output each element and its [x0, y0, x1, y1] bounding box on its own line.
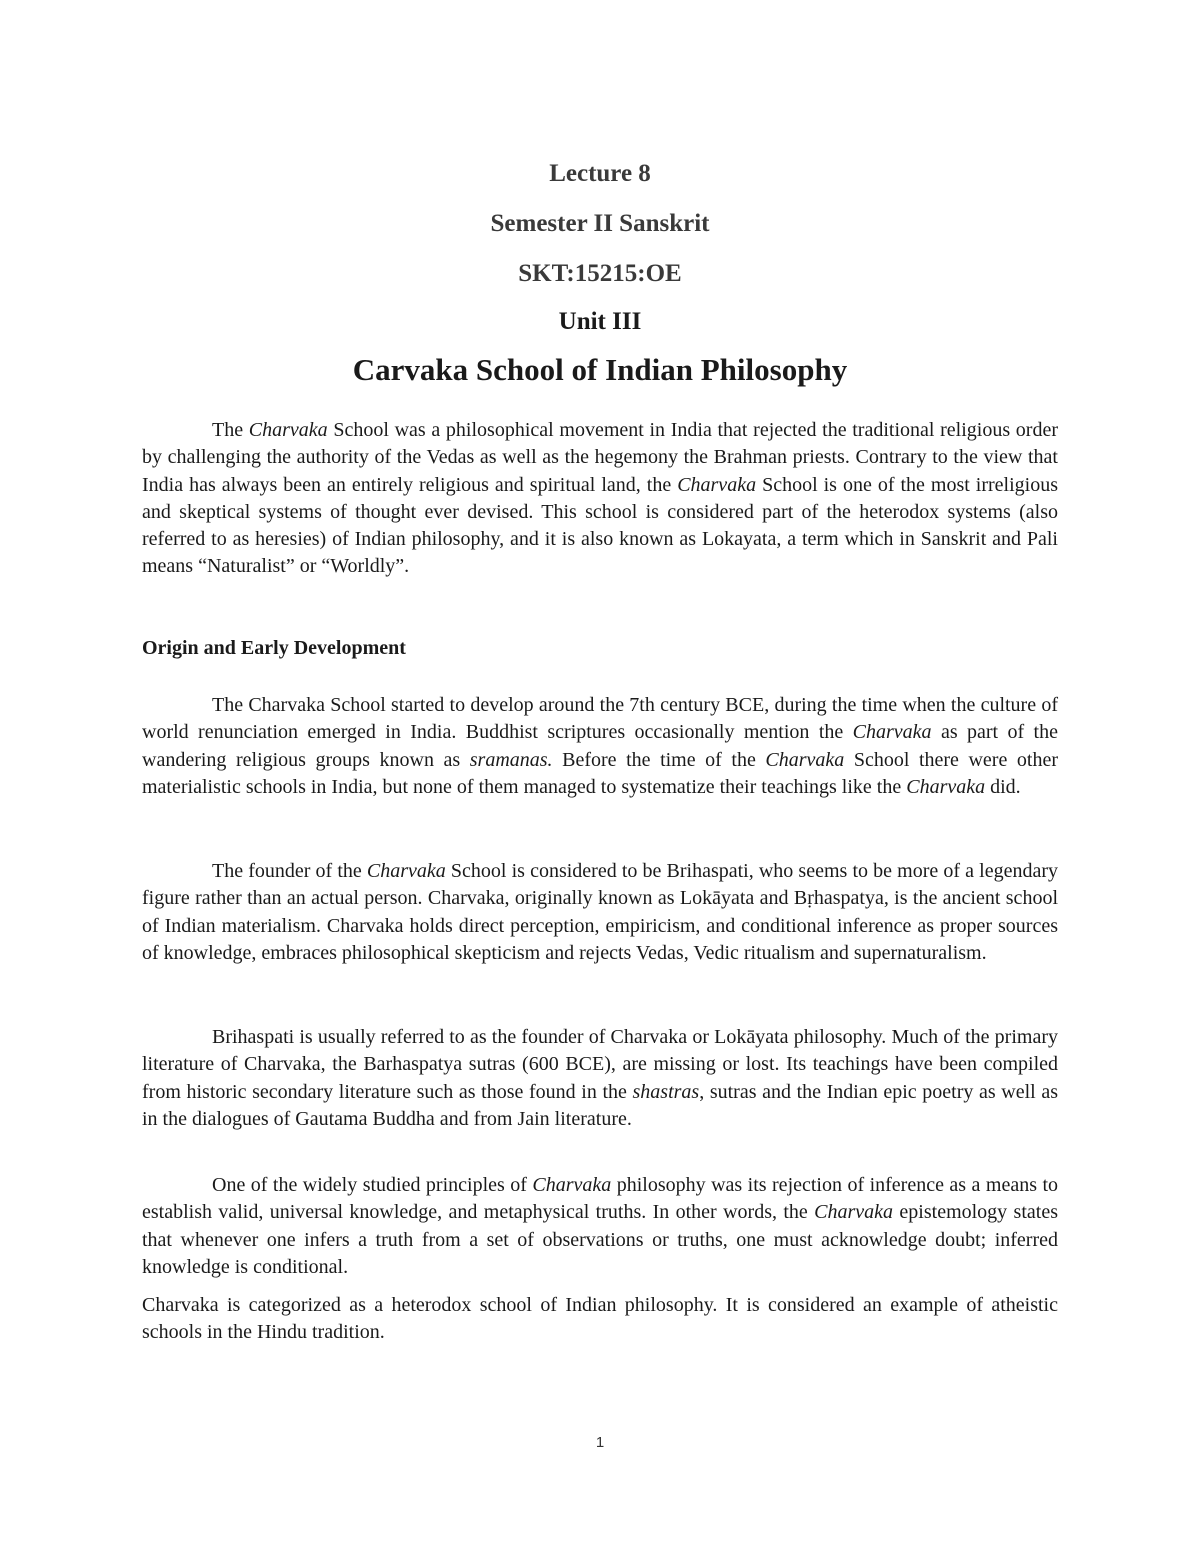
origin-italic-3: Charvaka: [765, 748, 845, 771]
intro-paragraph: [142, 417, 1058, 581]
document-title: Carvaka School of Indian Philosophy: [352, 352, 848, 387]
origin-italic-1: Charvaka: [852, 721, 932, 744]
closing-text-1: Charvaka is categorized as a heterodox school of Indian philosophy. It is considered an example of atheistic schools in the Hindu tradition.: [142, 1294, 1058, 1344]
origin-text-2: as part of the wandering religious groups known as: [142, 721, 1058, 771]
principles-text-1: One of the widely studied principles of: [212, 1174, 533, 1196]
intro-text-3: School is one of the most irreligious and skeptical systems of thought ever devised. This school is considered part of the heterodox systems (also referred to as heresies) of Indian philosophy, and it is also known as Lokayata, a term which in Sanskrit and Pali means “Naturalist” or “Worldly”.: [142, 473, 1058, 578]
principles-italic-2: Charvaka: [814, 1201, 894, 1224]
founder-text-1: The founder of the: [212, 860, 367, 882]
origin-text-5: did.: [985, 775, 1021, 798]
founder-italic-1: Charvaka: [366, 860, 446, 882]
founder-paragraph: [142, 858, 1058, 967]
origin-text-3: Before the time of the: [552, 748, 766, 771]
intro-italic-1: Charvaka: [248, 419, 328, 441]
principles-italic-1: Charvaka: [532, 1174, 612, 1196]
principles-text-2: philosophy was its rejection of inference as a means to establish valid, universal knowledge, and metaphysical truths. In other words, the: [142, 1174, 1058, 1224]
intro-text-1: The: [212, 419, 249, 441]
origin-text-4: School there were other materialistic schools in India, but none of them managed to systematize their teachings like the: [142, 748, 1058, 798]
course-code: SKT:15215:OE: [518, 260, 682, 287]
brihaspati-text-2: , sutras and the Indian epic poetry as well as in the dialogues of Gautama Buddha and from Jain literature.: [142, 1080, 1058, 1130]
brihaspati-italic-1: shastras: [632, 1080, 700, 1103]
semester-label: Semester II Sanskrit: [490, 210, 710, 237]
intro-italic-2: Charvaka: [677, 473, 757, 496]
origin-text-1: The Charvaka School started to develop around the 7th century BCE, during the time when the culture of world renunciation emerged in India. Buddhist scriptures occasionally mention the: [142, 694, 1058, 744]
founder-text-2: School is considered to be Brihaspati, who seems to be more of a legendary figure rather than an actual person. Charvaka, originally known as Lokāyata and Bṛhaspatya, is the ancient school of Indian materialism. Charvaka holds direct perception, empiricism, and conditional inference as proper sources of knowledge, embraces philosophical skepticism and rejects Vedas, Vedic ritualism and supernaturalism.: [142, 860, 1058, 964]
page-number: 1: [595, 1434, 605, 1451]
principles-paragraph: [142, 1172, 1058, 1281]
origin-italic-2: sramanas.: [469, 748, 553, 771]
principles-text-3: epistemology states that whenever one infers a truth from a set of observations or truths, one must acknowledge doubt; inferred knowledge is conditional.: [142, 1201, 1058, 1278]
lecture-number: Lecture 8: [549, 160, 651, 187]
closing-paragraph: [142, 1292, 1058, 1347]
brihaspati-text-1: Brihaspati is usually referred to as the founder of Charvaka or Lokāyata philosophy. Much of the primary literature of Charvaka, the Barhaspatya sutras (600 BCE), are missing or lost. Its teachings have been compiled from historic secondary literature such as those found in the: [142, 1026, 1058, 1103]
unit-label: Unit III: [558, 308, 642, 335]
section-heading: Origin and Early Development: [142, 637, 406, 659]
origin-italic-4: Charvaka: [906, 775, 986, 798]
brihaspati-paragraph: [142, 1024, 1058, 1133]
intro-text-2: School was a philosophical movement in India that rejected the traditional religious order by challenging the authority of the Vedas as well as the hegemony the Brahman priests. Contrary to the view that India has always been an entirely religious and spiritual land, the: [142, 419, 1059, 496]
origin-paragraph: [142, 692, 1058, 801]
